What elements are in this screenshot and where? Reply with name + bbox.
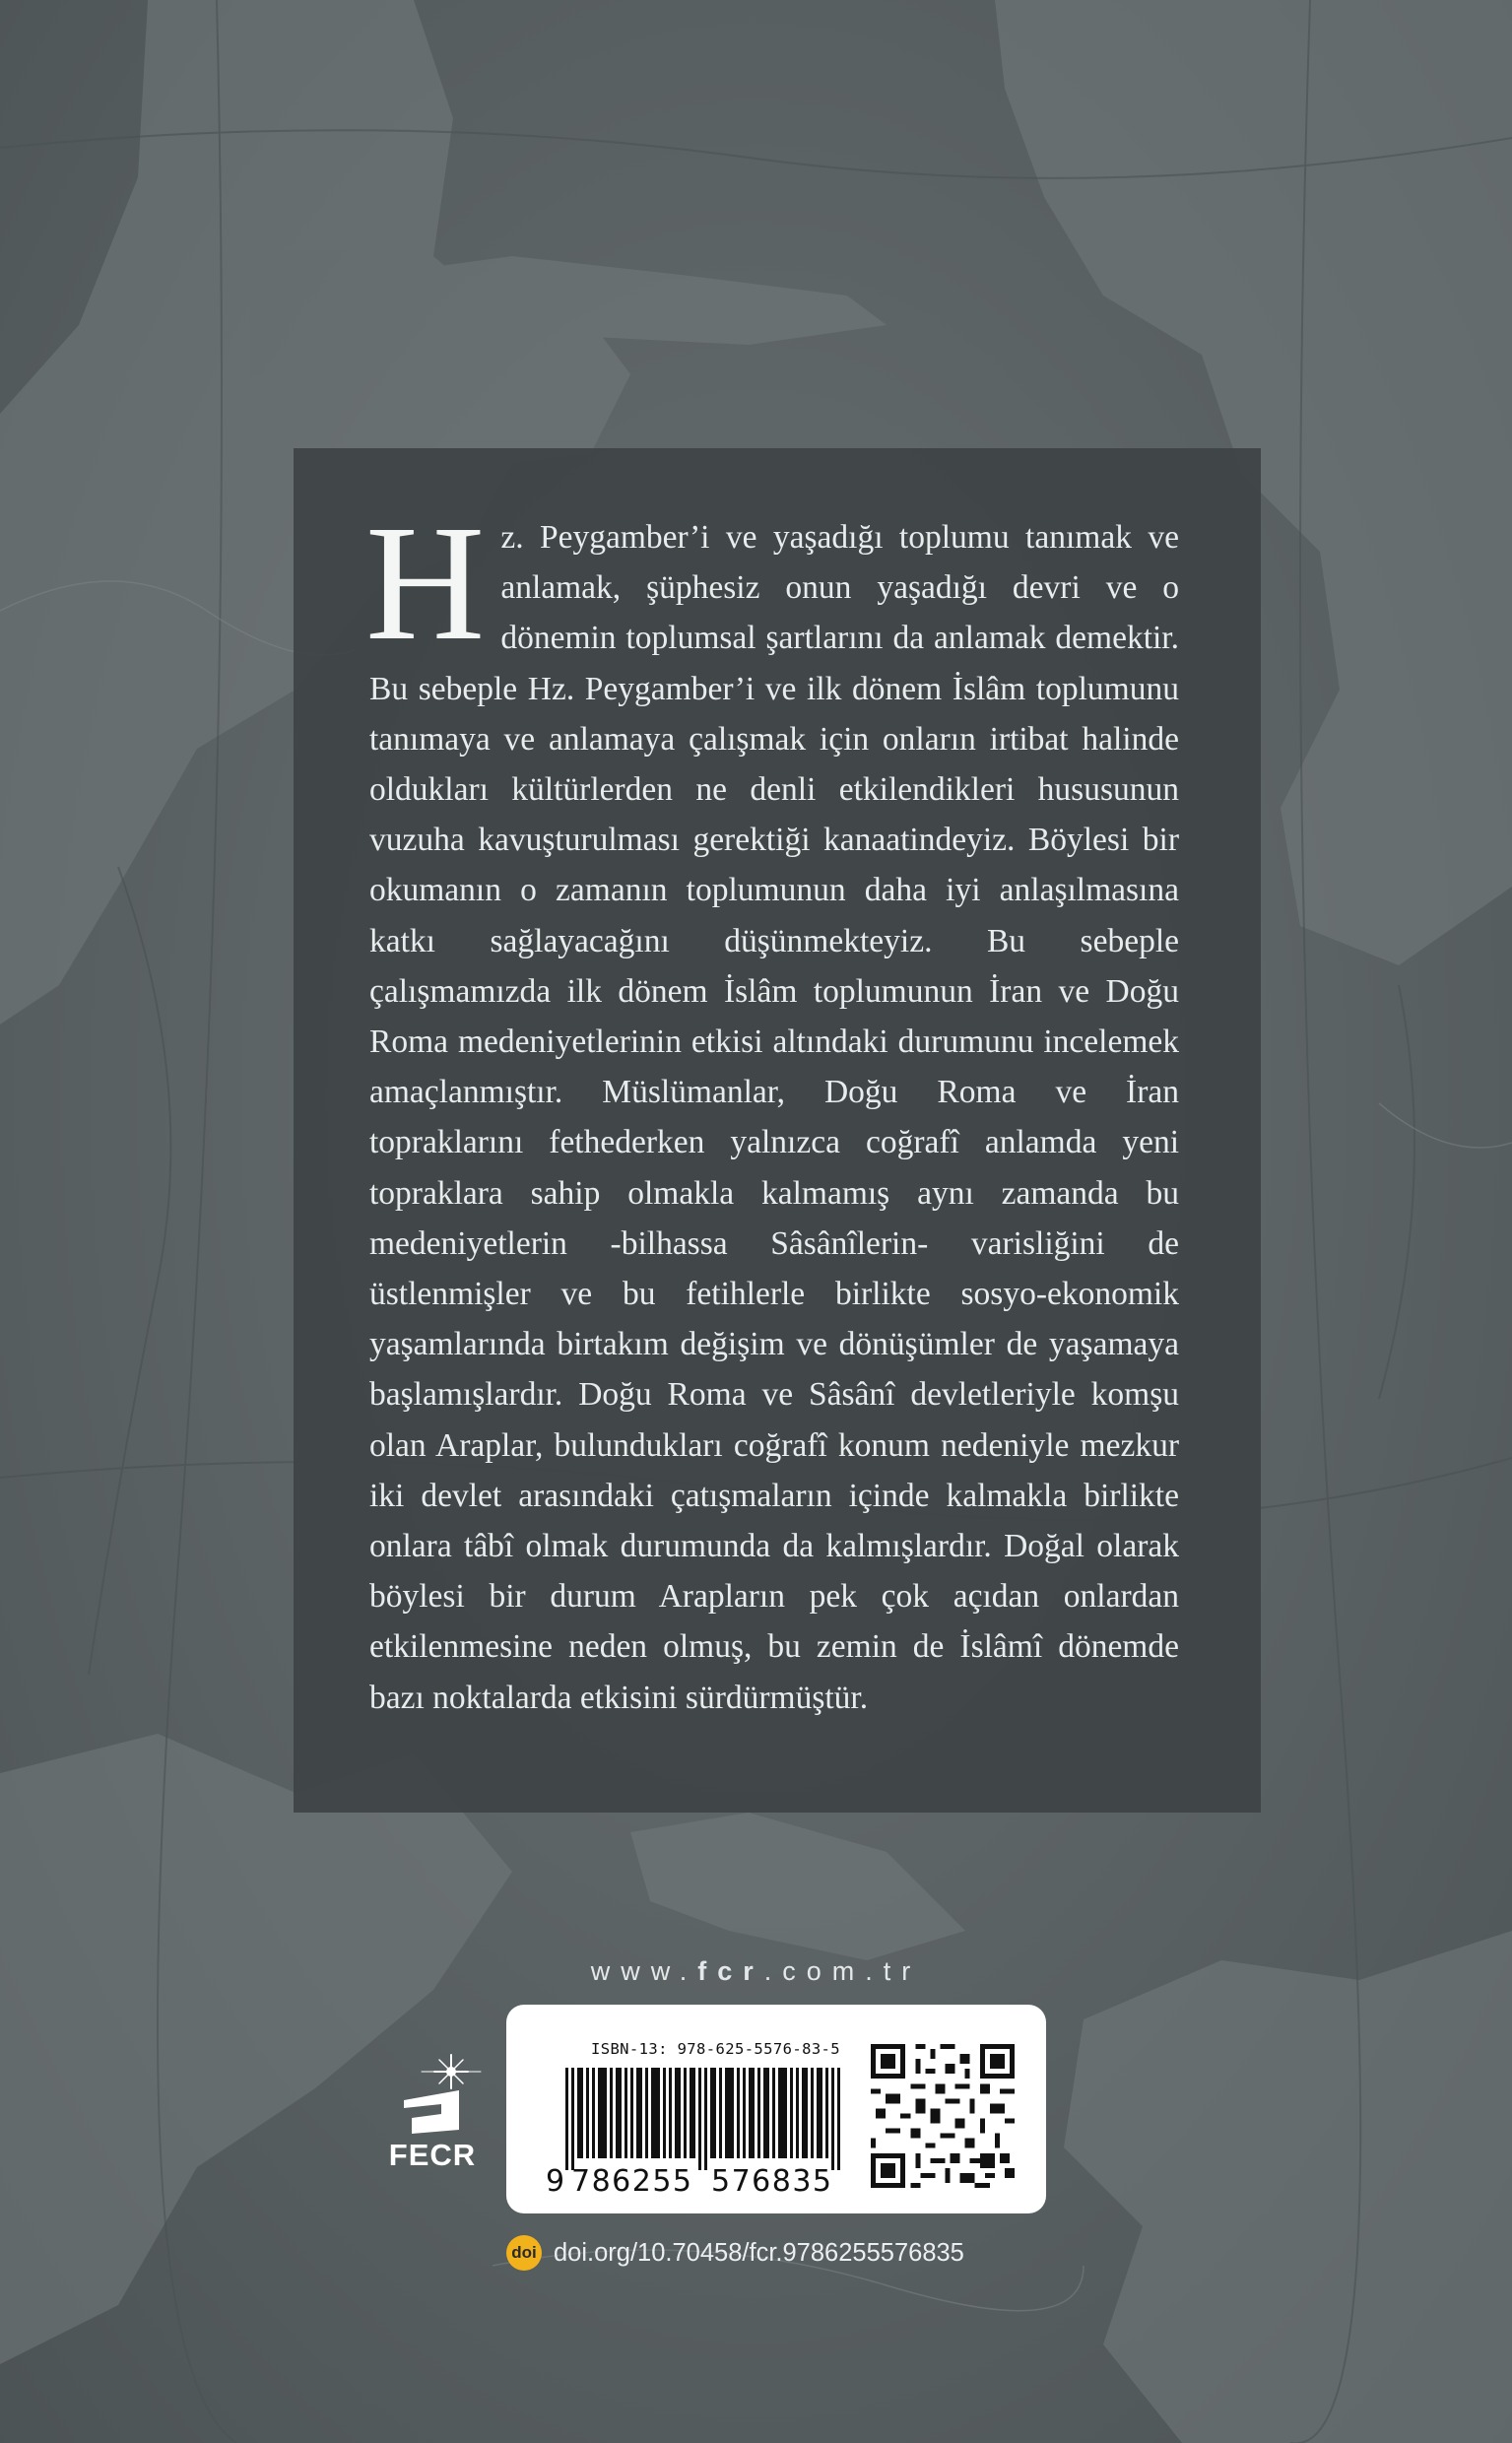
barcode-card — [506, 2005, 1046, 2213]
barcode-digit-first: 9 — [546, 2164, 565, 2199]
website-domain: fcr — [697, 1956, 764, 1986]
drop-cap: H — [365, 492, 486, 675]
description-paragraph: z. Peygamber’i ve yaşadığı toplumu tanımak ve anlamak, şüphesiz onun yaşadığı devri ve o dönemin toplumsal şartlarını da anlamak demektir. Bu sebeple Hz. Peygamber’i ve ilk dönem İslâm toplumunu tanımaya ve anlamaya çalışmak için onların irtibat halinde oldukları kültürlerden ne denli etkilendikleri hususunun vuzuha kavuşturulması gerektiği kanaatindeyiz. Böylesi bir okumanın o zamanın toplumunun daha iyi anlaşılmasına katkı sağlayacağını düşünmekteyiz. Bu sebeple çalışmamızda ilk dönem İslâm toplumunun İran ve Doğu Roma medeniyetlerinin etkisi altındaki durumunu incelemek amaçlanmıştır. Müslümanlar, Doğu Roma ve İran topraklarını fethederken yalnızca coğrafî anlamda yeni topraklara sahip olmakla kalmamış aynı zamanda bu medeniyetlerin -bilhassa Sâsânîlerin- varisliğini de üstlenmişler ve bu fetihlerle birlikte sosyo-ekonomik yaşamlarında birtakım değişim ve dönüşümler de yaşamaya başlamışlardır. Doğu Roma ve Sâsânî devletleriyle komşu olan Araplar, bulundukları coğrafî konum nedeniyle mezkur iki devlet arasındaki çatışmaların içinde kalmakla birlikte onlara tâbî olmak durumunda da kalmışlardır. Doğal olarak böylesi bir durum Arapların pek çok açıdan onlardan etkilenmesine neden olmuş, bu zemin de İslâmî dönemde bazı noktalarda etkisini sürdürmüştür. — [369, 519, 1179, 1716]
isbn-label: ISBN-13: 978-625-5576-83-5 — [590, 2040, 841, 2058]
website-suffix: .com.tr — [763, 1956, 922, 1986]
publisher-logo-text: FECR — [388, 2138, 477, 2172]
barcode-digits-left: 786255 — [571, 2164, 693, 2199]
barcode-digits-right: 576835 — [711, 2164, 833, 2199]
doi-badge-icon: doi — [506, 2235, 542, 2271]
description-text — [365, 492, 1179, 1723]
doi-link[interactable] — [506, 2234, 964, 2272]
doi-text: doi.org/10.70458/fcr.9786255576835 — [554, 2238, 964, 2267]
barcode-icon — [546, 2068, 863, 2170]
description-panel — [294, 448, 1261, 1813]
website-prefix: www. — [590, 1956, 698, 1986]
qr-code-icon[interactable] — [871, 2044, 1015, 2188]
publisher-website[interactable] — [0, 1956, 1512, 1987]
